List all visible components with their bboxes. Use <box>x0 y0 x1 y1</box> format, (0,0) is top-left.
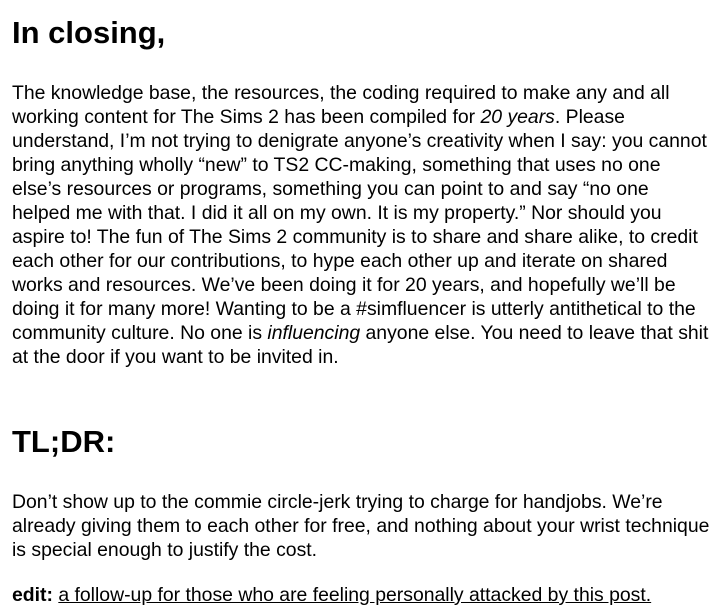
closing-text-c: anyone else. You need to leave that shit at the door if you want to be invited in. <box>12 322 709 368</box>
closing-paragraph <box>12 81 712 369</box>
tldr-paragraph: Don’t show up to the commie circle-jerk trying to charge for handjobs. We’re already giving them to each other for free, and nothing about your wrist technique is special enough to justify the cost. <box>12 491 710 561</box>
emphasis-20-years: 20 years <box>480 106 555 128</box>
edit-note <box>12 583 712 607</box>
emphasis-influencing: influencing <box>267 322 361 344</box>
closing-text-a: The knowledge base, the resources, the coding required to make any and all working content for The Sims 2 has been compiled for <box>12 82 670 128</box>
follow-up-link[interactable]: a follow-up for those who are feeling personally attacked by this post. <box>58 584 652 606</box>
closing-heading: In closing, <box>12 15 166 50</box>
closing-text-b: . Please understand, I’m not trying to denigrate anyone’s creativity when I say: you cannot bring anything wholly “new” to TS2 CC-making, something that uses no one else’s resources or programs, something you can point to and say “no one helped me with that. I did it all on my own. It is my property.” Nor should you aspire to! The fun of The Sims 2 community is to share and share alike, to credit each other for our contributions, to hype each other up and iterate on shared works and resources. We’ve been doing it for 20 years, and hopefully we’ll be doing it for many more! Wanting to be a #simfluencer is utterly antithetical to the community culture. No one is <box>12 106 707 344</box>
tldr-heading: TL;DR: <box>12 424 116 459</box>
edit-label: edit: <box>12 584 53 606</box>
